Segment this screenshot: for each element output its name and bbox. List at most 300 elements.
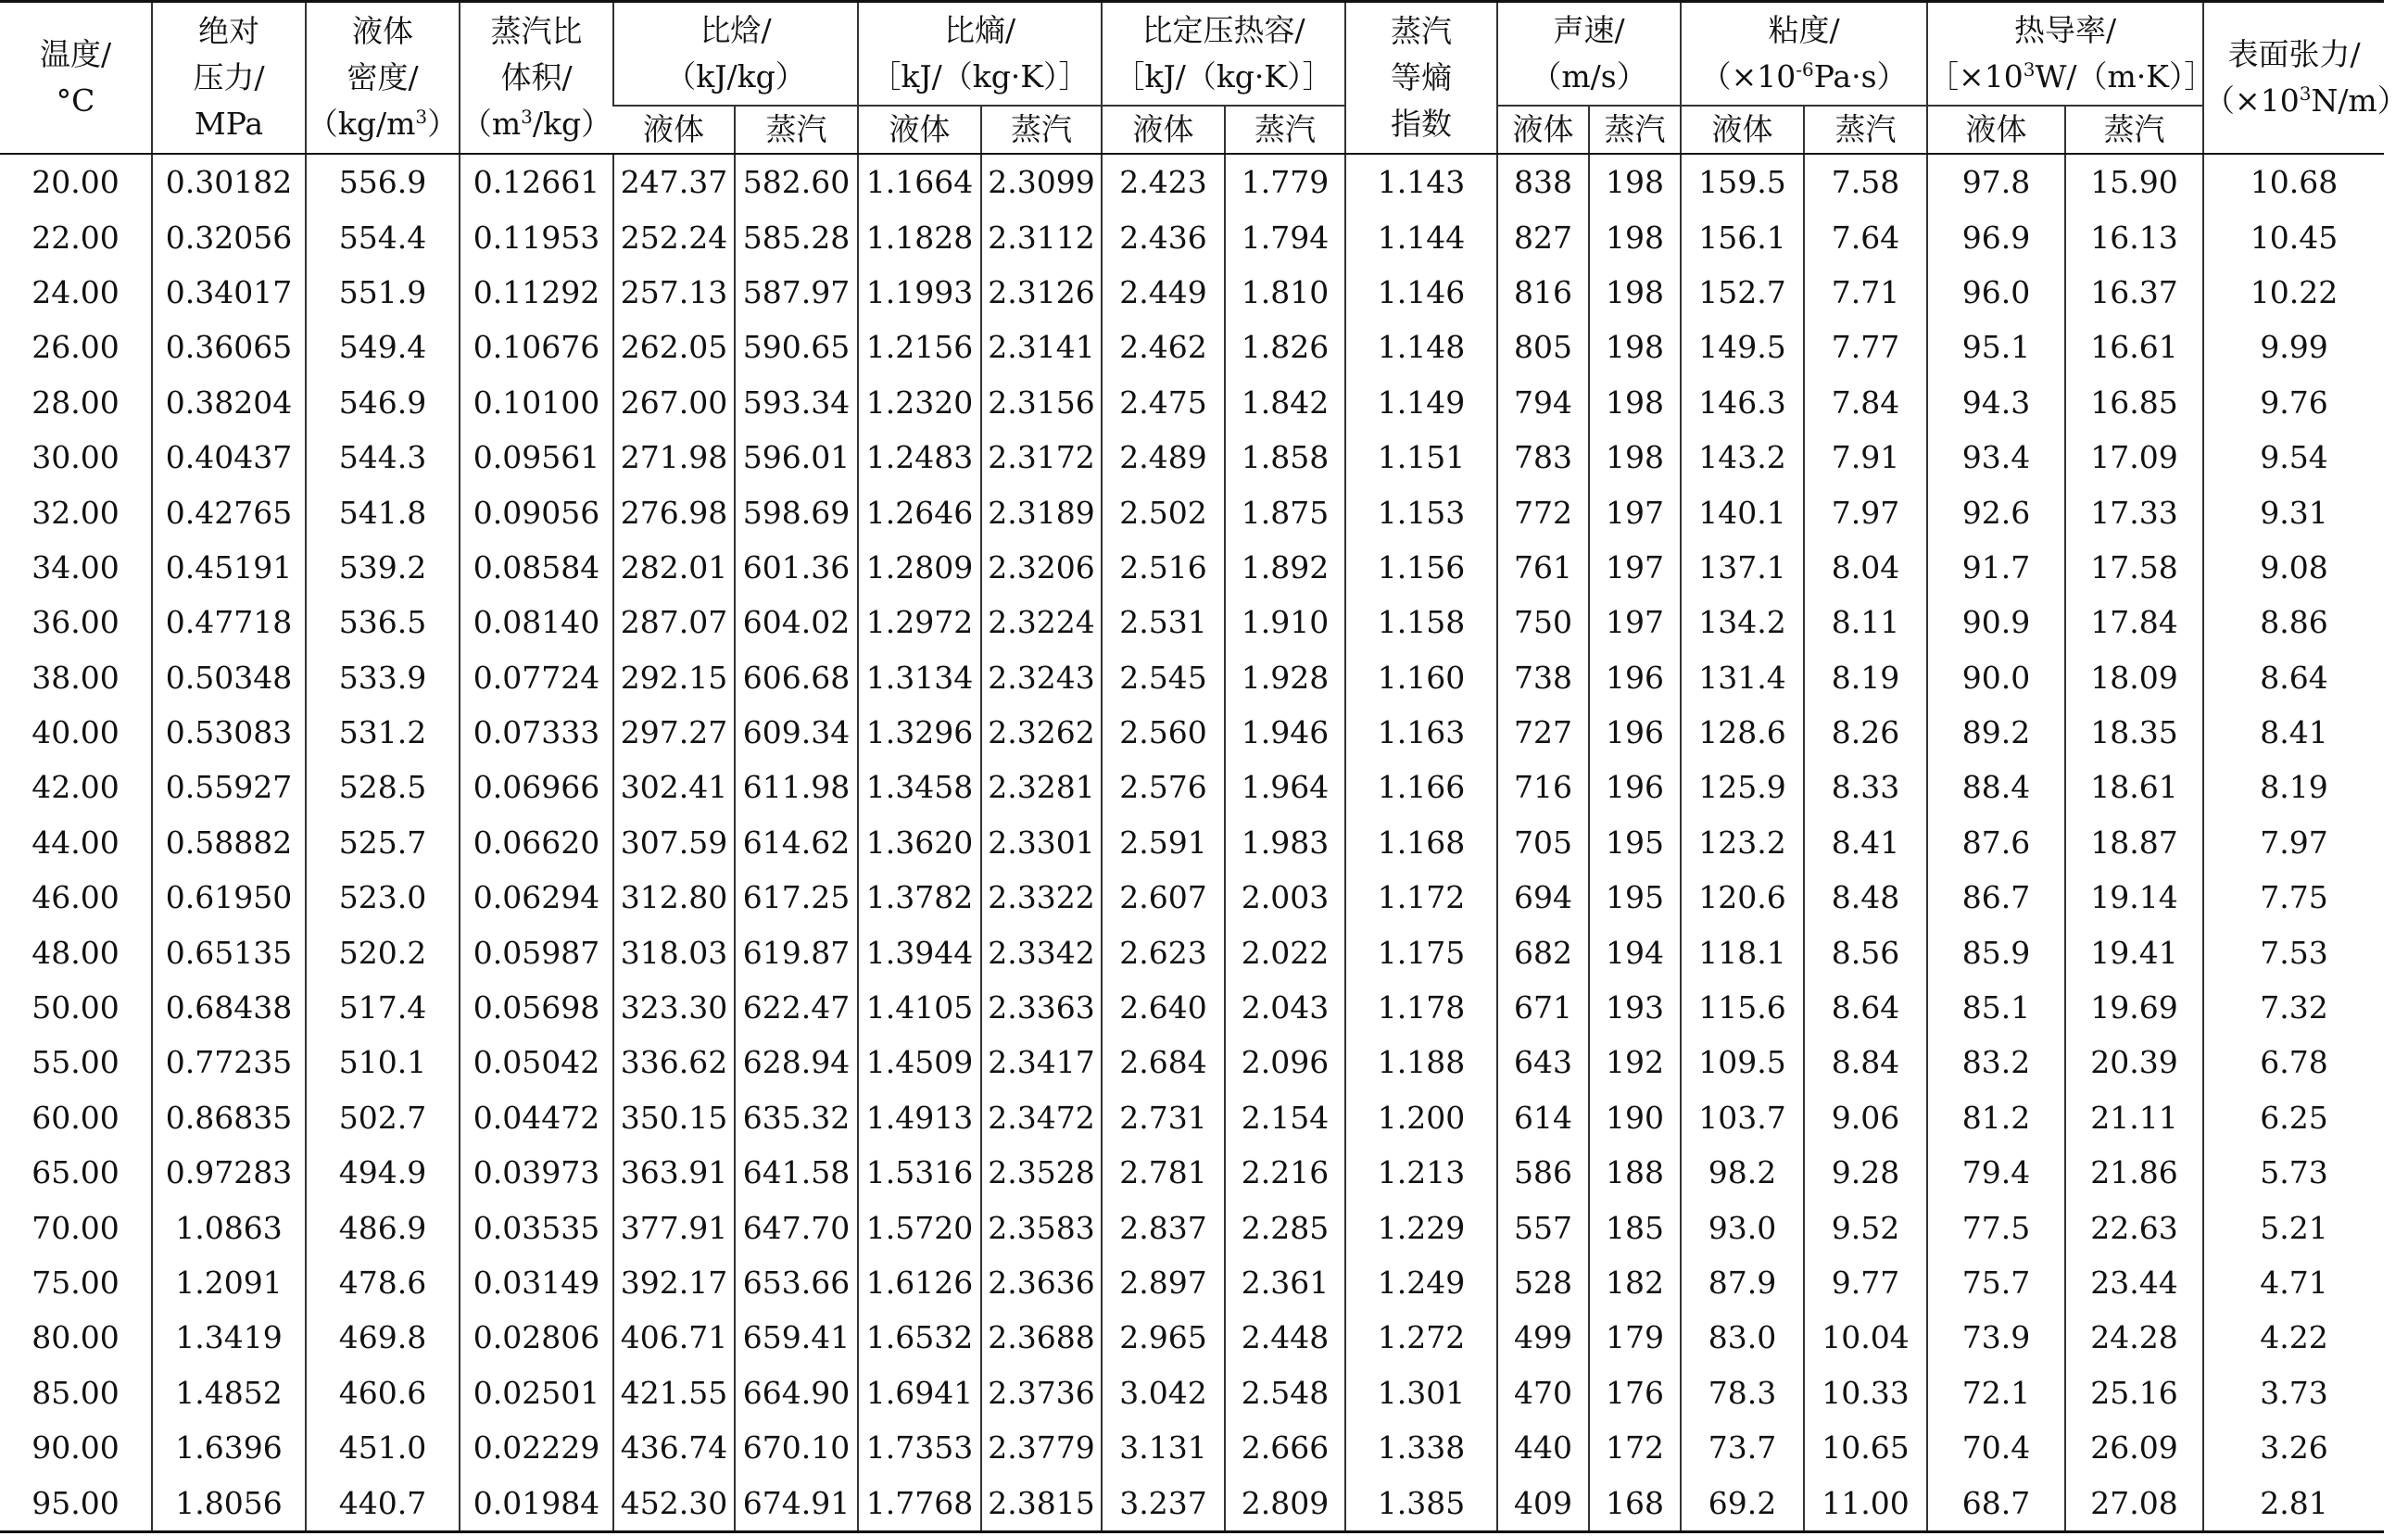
cell-entropy-vapor: 2.3636 — [981, 1255, 1102, 1310]
cell-enthalpy-vapor: 590.65 — [735, 320, 858, 374]
cell-surface-tension: 3.26 — [2203, 1420, 2384, 1475]
subheader-vapor: 蒸汽 — [1225, 106, 1345, 154]
cell-surface-tension: 9.08 — [2203, 540, 2384, 595]
cell-enthalpy-vapor: 622.47 — [735, 980, 858, 1035]
cell-conductivity-vapor: 17.84 — [2065, 595, 2203, 649]
cell-enthalpy-liquid: 436.74 — [613, 1420, 735, 1475]
cell-isentropic-index: 1.158 — [1345, 595, 1497, 649]
cell-conductivity-vapor: 17.09 — [2065, 430, 2203, 485]
cell-temperature: 95.00 — [0, 1475, 152, 1531]
cell-viscosity-liquid: 103.7 — [1681, 1090, 1804, 1145]
cell-cp-vapor: 1.964 — [1225, 760, 1345, 814]
cell-sound-speed-vapor: 179 — [1589, 1310, 1681, 1365]
cell-temperature: 40.00 — [32, 714, 120, 751]
cell-viscosity-liquid: 146.3 — [1681, 375, 1804, 430]
cell-entropy-liquid: 1.3782 — [858, 870, 981, 925]
cell-surface-tension: 6.25 — [2203, 1090, 2384, 1145]
cell-sound-speed-vapor: 182 — [1589, 1255, 1681, 1310]
cell-temperature: 48.00 — [32, 934, 120, 971]
cell-enthalpy-liquid: 297.27 — [613, 705, 735, 760]
cell-entropy-vapor: 2.3301 — [981, 815, 1102, 870]
cell-viscosity-vapor: 10.04 — [1804, 1310, 1927, 1365]
cell-cp-liquid: 2.837 — [1102, 1200, 1225, 1254]
table-row — [0, 430, 2384, 485]
cell-viscosity-vapor: 9.77 — [1804, 1255, 1927, 1310]
cell-isentropic-index: 1.272 — [1345, 1310, 1497, 1365]
cell-sound-speed-liquid: 409 — [1497, 1475, 1589, 1531]
cell-surface-tension: 5.73 — [2203, 1145, 2384, 1200]
cell-surface-tension: 7.32 — [2203, 980, 2384, 1035]
cell-sound-speed-vapor: 196 — [1589, 650, 1681, 705]
cell-viscosity-liquid: 98.2 — [1681, 1145, 1804, 1200]
cell-cp-vapor: 2.361 — [1225, 1255, 1345, 1310]
cell-isentropic-index: 1.338 — [1345, 1420, 1497, 1475]
cell-viscosity-liquid: 137.1 — [1681, 540, 1804, 595]
cell-pressure: 0.61950 — [152, 870, 306, 925]
cell-cp-liquid: 3.237 — [1102, 1475, 1225, 1531]
cell-conductivity-vapor: 16.13 — [2065, 209, 2203, 264]
cell-pressure: 0.45191 — [152, 540, 306, 595]
cell-enthalpy-vapor: 670.10 — [735, 1420, 858, 1475]
cell-conductivity-vapor: 17.58 — [2065, 540, 2203, 595]
cell-enthalpy-vapor: 606.68 — [735, 650, 858, 705]
cell-enthalpy-vapor: 619.87 — [735, 925, 858, 979]
cell-sound-speed-liquid: 794 — [1497, 375, 1589, 430]
cell-temperature: 60.00 — [32, 1099, 120, 1136]
cell-viscosity-liquid: 143.2 — [1681, 430, 1804, 485]
cell-enthalpy-vapor: 609.34 — [735, 705, 858, 760]
cell-liquid-density: 546.9 — [306, 375, 460, 430]
cell-cp-liquid: 2.731 — [1102, 1090, 1225, 1145]
cell-sound-speed-vapor: 196 — [1589, 760, 1681, 814]
cell-isentropic-index: 1.149 — [1345, 375, 1497, 430]
cell-cp-liquid: 2.560 — [1102, 705, 1225, 760]
cell-viscosity-liquid: 152.7 — [1681, 265, 1804, 320]
cell-conductivity-liquid: 77.5 — [1927, 1200, 2065, 1254]
cell-entropy-vapor: 2.3815 — [981, 1475, 1102, 1531]
cell-conductivity-liquid: 96.9 — [1927, 209, 2065, 264]
cell-sound-speed-vapor: 192 — [1589, 1035, 1681, 1089]
cell-conductivity-liquid: 81.2 — [1927, 1090, 2065, 1145]
cell-viscosity-vapor: 8.48 — [1804, 870, 1927, 925]
cell-vapor-specific-volume: 0.03149 — [460, 1255, 613, 1310]
cell-vapor-specific-volume: 0.06966 — [460, 760, 613, 814]
cell-pressure: 1.0863 — [152, 1200, 306, 1254]
cell-surface-tension: 9.99 — [2203, 320, 2384, 374]
cell-sound-speed-vapor: 198 — [1589, 154, 1681, 209]
header-isentropic-index: 蒸汽 等熵 指数 — [1345, 2, 1497, 155]
cell-conductivity-liquid: 90.9 — [1927, 595, 2065, 649]
cell-sound-speed-liquid: 586 — [1497, 1145, 1589, 1200]
cell-surface-tension: 2.81 — [2203, 1475, 2384, 1531]
cell-sound-speed-liquid: 643 — [1497, 1035, 1589, 1089]
cell-entropy-vapor: 2.3189 — [981, 485, 1102, 539]
cell-entropy-vapor: 2.3281 — [981, 760, 1102, 814]
cell-vapor-specific-volume: 0.09056 — [460, 485, 613, 539]
cell-sound-speed-liquid: 772 — [1497, 485, 1589, 539]
cell-enthalpy-liquid: 350.15 — [613, 1090, 735, 1145]
cell-cp-liquid: 2.607 — [1102, 870, 1225, 925]
cell-cp-liquid: 2.531 — [1102, 595, 1225, 649]
cell-vapor-specific-volume: 0.05698 — [460, 980, 613, 1035]
cell-viscosity-liquid: 140.1 — [1681, 485, 1804, 539]
cell-viscosity-vapor: 9.28 — [1804, 1145, 1927, 1200]
cell-conductivity-liquid: 73.9 — [1927, 1310, 2065, 1365]
cell-conductivity-vapor: 21.11 — [2065, 1090, 2203, 1145]
cell-conductivity-liquid: 70.4 — [1927, 1420, 2065, 1475]
cell-viscosity-vapor: 7.64 — [1804, 209, 1927, 264]
cell-pressure: 1.4852 — [152, 1366, 306, 1420]
cell-enthalpy-liquid: 312.80 — [613, 870, 735, 925]
cell-sound-speed-liquid: 682 — [1497, 925, 1589, 979]
cell-surface-tension: 8.64 — [2203, 650, 2384, 705]
cell-temperature: 22.00 — [32, 219, 120, 256]
cell-surface-tension: 10.68 — [2203, 154, 2384, 209]
header-liquid-density: 液体 密度/ $(kg/m^3)$ — [306, 2, 460, 155]
cell-sound-speed-liquid: 761 — [1497, 540, 1589, 595]
table-row — [0, 485, 2384, 539]
cell-vapor-specific-volume: 0.06620 — [460, 815, 613, 870]
cell-entropy-vapor: 2.3243 — [981, 650, 1102, 705]
cell-vapor-specific-volume: 0.11953 — [460, 209, 613, 264]
cell-conductivity-vapor: 18.87 — [2065, 815, 2203, 870]
cell-vapor-specific-volume: 0.10100 — [460, 375, 613, 430]
cell-conductivity-vapor: 25.16 — [2065, 1366, 2203, 1420]
cell-surface-tension: 8.86 — [2203, 595, 2384, 649]
cell-liquid-density: 541.8 — [306, 485, 460, 539]
table-row — [0, 870, 2384, 925]
cell-sound-speed-liquid: 727 — [1497, 705, 1589, 760]
header-viscosity: 粘度/ $(\times 10^{-6}Pa\cdot s)$ — [1681, 2, 1927, 107]
cell-liquid-density: 554.4 — [306, 209, 460, 264]
cell-cp-liquid: 2.591 — [1102, 815, 1225, 870]
cell-viscosity-vapor: 8.19 — [1804, 650, 1927, 705]
cell-pressure: 1.2091 — [152, 1255, 306, 1310]
cell-liquid-density: 528.5 — [306, 760, 460, 814]
cell-viscosity-liquid: 73.7 — [1681, 1420, 1804, 1475]
cell-sound-speed-vapor: 193 — [1589, 980, 1681, 1035]
cell-viscosity-liquid: 78.3 — [1681, 1366, 1804, 1420]
table-row — [0, 815, 2384, 870]
cell-surface-tension: 10.22 — [2203, 265, 2384, 320]
header-surface-tension: 表面张力/ $(\times 10^3N/m)$ — [2203, 2, 2384, 155]
table-row — [0, 375, 2384, 430]
cell-sound-speed-vapor: 198 — [1589, 209, 1681, 264]
cell-sound-speed-vapor: 190 — [1589, 1090, 1681, 1145]
cell-isentropic-index: 1.172 — [1345, 870, 1497, 925]
cell-enthalpy-vapor: 659.41 — [735, 1310, 858, 1365]
cell-sound-speed-liquid: 614 — [1497, 1090, 1589, 1145]
cell-entropy-liquid: 1.2156 — [858, 320, 981, 374]
cell-sound-speed-vapor: 198 — [1589, 320, 1681, 374]
cell-cp-vapor: 1.910 — [1225, 595, 1345, 649]
cell-sound-speed-vapor: 194 — [1589, 925, 1681, 979]
cell-conductivity-vapor: 24.28 — [2065, 1310, 2203, 1365]
cell-enthalpy-liquid: 276.98 — [613, 485, 735, 539]
cell-enthalpy-vapor: 582.60 — [735, 154, 858, 209]
header-thermal-conductivity: 热导率/ $[\times 10^3W/(m\cdot K)]$ — [1927, 2, 2203, 107]
cell-entropy-vapor: 2.3262 — [981, 705, 1102, 760]
cell-isentropic-index: 1.188 — [1345, 1035, 1497, 1089]
cell-temperature: 26.00 — [32, 329, 120, 366]
cell-liquid-density: 502.7 — [306, 1090, 460, 1145]
subheader-vapor: 蒸汽 — [2065, 106, 2203, 154]
cell-conductivity-liquid: 91.7 — [1927, 540, 2065, 595]
cell-cp-vapor: 2.003 — [1225, 870, 1345, 925]
cell-cp-vapor: 1.875 — [1225, 485, 1345, 539]
cell-liquid-density: 517.4 — [306, 980, 460, 1035]
cell-enthalpy-liquid: 377.91 — [613, 1200, 735, 1254]
cell-viscosity-vapor: 9.52 — [1804, 1200, 1927, 1254]
cell-vapor-specific-volume: 0.03973 — [460, 1145, 613, 1200]
cell-viscosity-vapor: 7.84 — [1804, 375, 1927, 430]
cell-entropy-liquid: 1.4509 — [858, 1035, 981, 1089]
subheader-liquid: 液体 — [1102, 106, 1225, 154]
cell-vapor-specific-volume: 0.07724 — [460, 650, 613, 705]
cell-enthalpy-liquid: 421.55 — [613, 1366, 735, 1420]
cell-sound-speed-liquid: 671 — [1497, 980, 1589, 1035]
cell-enthalpy-liquid: 247.37 — [613, 154, 735, 209]
cell-cp-liquid: 2.897 — [1102, 1255, 1225, 1310]
cell-conductivity-vapor: 20.39 — [2065, 1035, 2203, 1089]
cell-isentropic-index: 1.213 — [1345, 1145, 1497, 1200]
cell-isentropic-index: 1.178 — [1345, 980, 1497, 1035]
cell-cp-liquid: 2.423 — [1102, 154, 1225, 209]
cell-pressure: 0.32056 — [152, 209, 306, 264]
cell-pressure: 1.6396 — [152, 1420, 306, 1475]
cell-sound-speed-vapor: 198 — [1589, 375, 1681, 430]
cell-cp-liquid: 3.042 — [1102, 1366, 1225, 1420]
cell-entropy-vapor: 2.3472 — [981, 1090, 1102, 1145]
cell-pressure: 0.68438 — [152, 980, 306, 1035]
cell-temperature: 75.00 — [32, 1265, 120, 1301]
table-body — [0, 154, 2384, 1531]
cell-entropy-vapor: 2.3126 — [981, 265, 1102, 320]
cell-cp-vapor: 1.779 — [1225, 154, 1345, 209]
table-row — [0, 925, 2384, 979]
cell-viscosity-vapor: 8.84 — [1804, 1035, 1927, 1089]
cell-sound-speed-liquid: 499 — [1497, 1310, 1589, 1365]
cell-enthalpy-vapor: 641.58 — [735, 1145, 858, 1200]
cell-cp-vapor: 2.154 — [1225, 1090, 1345, 1145]
cell-conductivity-vapor: 21.86 — [2065, 1145, 2203, 1200]
cell-sound-speed-liquid: 838 — [1497, 154, 1589, 209]
cell-sound-speed-vapor: 172 — [1589, 1420, 1681, 1475]
cell-conductivity-vapor: 22.63 — [2065, 1200, 2203, 1254]
cell-sound-speed-vapor: 168 — [1589, 1475, 1681, 1531]
cell-sound-speed-liquid: 470 — [1497, 1366, 1589, 1420]
cell-cp-liquid: 2.545 — [1102, 650, 1225, 705]
cell-viscosity-vapor: 7.77 — [1804, 320, 1927, 374]
cell-viscosity-vapor: 8.26 — [1804, 705, 1927, 760]
cell-sound-speed-liquid: 805 — [1497, 320, 1589, 374]
cell-liquid-density: 494.9 — [306, 1145, 460, 1200]
cell-surface-tension: 7.97 — [2203, 815, 2384, 870]
cell-enthalpy-vapor: 614.62 — [735, 815, 858, 870]
table-row — [0, 760, 2384, 814]
cell-viscosity-vapor: 8.04 — [1804, 540, 1927, 595]
cell-enthalpy-vapor: 585.28 — [735, 209, 858, 264]
cell-cp-liquid: 2.475 — [1102, 375, 1225, 430]
cell-entropy-liquid: 1.3458 — [858, 760, 981, 814]
cell-entropy-vapor: 2.3141 — [981, 320, 1102, 374]
cell-cp-liquid: 2.436 — [1102, 209, 1225, 264]
cell-liquid-density: 486.9 — [306, 1200, 460, 1254]
cell-entropy-vapor: 2.3342 — [981, 925, 1102, 979]
cell-isentropic-index: 1.385 — [1345, 1475, 1497, 1531]
cell-entropy-liquid: 1.7768 — [858, 1475, 981, 1531]
cell-viscosity-vapor: 10.65 — [1804, 1420, 1927, 1475]
cell-isentropic-index: 1.156 — [1345, 540, 1497, 595]
cell-surface-tension: 3.73 — [2203, 1366, 2384, 1420]
cell-cp-liquid: 2.781 — [1102, 1145, 1225, 1200]
cell-viscosity-liquid: 123.2 — [1681, 815, 1804, 870]
table-row — [0, 650, 2384, 705]
cell-entropy-liquid: 1.4913 — [858, 1090, 981, 1145]
cell-temperature: 28.00 — [32, 384, 120, 421]
cell-entropy-vapor: 2.3779 — [981, 1420, 1102, 1475]
cell-vapor-specific-volume: 0.12661 — [460, 154, 613, 209]
cell-cp-vapor: 1.826 — [1225, 320, 1345, 374]
cell-temperature: 32.00 — [32, 494, 120, 531]
subheader-liquid: 液体 — [1927, 106, 2065, 154]
cell-cp-vapor: 1.794 — [1225, 209, 1345, 264]
cell-liquid-density: 525.7 — [306, 815, 460, 870]
cell-pressure: 0.36065 — [152, 320, 306, 374]
cell-conductivity-vapor: 18.09 — [2065, 650, 2203, 705]
cell-enthalpy-vapor: 593.34 — [735, 375, 858, 430]
cell-entropy-liquid: 1.6532 — [858, 1310, 981, 1365]
cell-enthalpy-liquid: 257.13 — [613, 265, 735, 320]
cell-isentropic-index: 1.200 — [1345, 1090, 1497, 1145]
cell-cp-liquid: 3.131 — [1102, 1420, 1225, 1475]
cell-viscosity-vapor: 8.41 — [1804, 815, 1927, 870]
cell-entropy-vapor: 2.3417 — [981, 1035, 1102, 1089]
cell-viscosity-vapor: 8.11 — [1804, 595, 1927, 649]
cell-viscosity-vapor: 8.33 — [1804, 760, 1927, 814]
cell-sound-speed-liquid: 694 — [1497, 870, 1589, 925]
cell-sound-speed-vapor: 197 — [1589, 540, 1681, 595]
cell-vapor-specific-volume: 0.05042 — [460, 1035, 613, 1089]
cell-entropy-vapor: 2.3206 — [981, 540, 1102, 595]
table-row — [0, 1200, 2384, 1254]
cell-sound-speed-liquid: 705 — [1497, 815, 1589, 870]
cell-liquid-density: 460.6 — [306, 1366, 460, 1420]
cell-sound-speed-liquid: 440 — [1497, 1420, 1589, 1475]
cell-viscosity-liquid: 134.2 — [1681, 595, 1804, 649]
cell-enthalpy-liquid: 287.07 — [613, 595, 735, 649]
subheader-vapor: 蒸汽 — [1589, 106, 1681, 154]
cell-conductivity-liquid: 85.1 — [1927, 980, 2065, 1035]
cell-entropy-liquid: 1.2320 — [858, 375, 981, 430]
table-row — [0, 1366, 2384, 1420]
cell-entropy-vapor: 2.3172 — [981, 430, 1102, 485]
cell-vapor-specific-volume: 0.06294 — [460, 870, 613, 925]
cell-cp-vapor: 2.096 — [1225, 1035, 1345, 1089]
cell-conductivity-liquid: 96.0 — [1927, 265, 2065, 320]
cell-conductivity-liquid: 92.6 — [1927, 485, 2065, 539]
cell-enthalpy-liquid: 318.03 — [613, 925, 735, 979]
cell-viscosity-vapor: 7.91 — [1804, 430, 1927, 485]
cell-temperature: 50.00 — [32, 989, 120, 1026]
cell-conductivity-vapor: 16.85 — [2065, 375, 2203, 430]
subheader-liquid: 液体 — [858, 106, 981, 154]
cell-pressure: 0.38204 — [152, 375, 306, 430]
cell-vapor-specific-volume: 0.08140 — [460, 595, 613, 649]
cell-conductivity-liquid: 89.2 — [1927, 705, 2065, 760]
cell-entropy-vapor: 2.3156 — [981, 375, 1102, 430]
cell-liquid-density: 533.9 — [306, 650, 460, 705]
cell-viscosity-liquid: 131.4 — [1681, 650, 1804, 705]
cell-surface-tension: 10.45 — [2203, 209, 2384, 264]
subheader-vapor: 蒸汽 — [981, 106, 1102, 154]
cell-isentropic-index: 1.301 — [1345, 1366, 1497, 1420]
cell-enthalpy-vapor: 628.94 — [735, 1035, 858, 1089]
cell-entropy-vapor: 2.3322 — [981, 870, 1102, 925]
cell-entropy-liquid: 1.7353 — [858, 1420, 981, 1475]
cell-isentropic-index: 1.229 — [1345, 1200, 1497, 1254]
cell-pressure: 0.30182 — [152, 154, 306, 209]
cell-isentropic-index: 1.175 — [1345, 925, 1497, 979]
cell-surface-tension: 8.19 — [2203, 760, 2384, 814]
cell-entropy-liquid: 1.5316 — [858, 1145, 981, 1200]
cell-conductivity-liquid: 87.6 — [1927, 815, 2065, 870]
subheader-liquid: 液体 — [1681, 106, 1804, 154]
cell-viscosity-vapor: 8.64 — [1804, 980, 1927, 1035]
cell-enthalpy-vapor: 653.66 — [735, 1255, 858, 1310]
cell-cp-vapor: 1.983 — [1225, 815, 1345, 870]
cell-vapor-specific-volume: 0.05987 — [460, 925, 613, 979]
cell-cp-liquid: 2.640 — [1102, 980, 1225, 1035]
cell-pressure: 0.97283 — [152, 1145, 306, 1200]
table-row — [0, 265, 2384, 320]
cell-viscosity-vapor: 11.00 — [1804, 1475, 1927, 1531]
cell-pressure: 1.8056 — [152, 1475, 306, 1531]
cell-entropy-liquid: 1.3296 — [858, 705, 981, 760]
cell-conductivity-vapor: 27.08 — [2065, 1475, 2203, 1531]
cell-cp-vapor: 2.666 — [1225, 1420, 1345, 1475]
table-row — [0, 705, 2384, 760]
cell-enthalpy-liquid: 363.91 — [613, 1145, 735, 1200]
cell-entropy-liquid: 1.2972 — [858, 595, 981, 649]
cell-surface-tension: 4.71 — [2203, 1255, 2384, 1310]
cell-isentropic-index: 1.151 — [1345, 430, 1497, 485]
cell-entropy-liquid: 1.3944 — [858, 925, 981, 979]
cell-cp-vapor: 1.928 — [1225, 650, 1345, 705]
cell-conductivity-liquid: 68.7 — [1927, 1475, 2065, 1531]
cell-enthalpy-vapor: 617.25 — [735, 870, 858, 925]
cell-sound-speed-liquid: 528 — [1497, 1255, 1589, 1310]
cell-enthalpy-liquid: 302.41 — [613, 760, 735, 814]
cell-liquid-density: 551.9 — [306, 265, 460, 320]
cell-temperature: 80.00 — [32, 1319, 120, 1356]
cell-vapor-specific-volume: 0.01984 — [460, 1475, 613, 1531]
cell-sound-speed-liquid: 716 — [1497, 760, 1589, 814]
cell-liquid-density: 549.4 — [306, 320, 460, 374]
cell-conductivity-vapor: 18.35 — [2065, 705, 2203, 760]
cell-enthalpy-liquid: 292.15 — [613, 650, 735, 705]
table-row — [0, 1145, 2384, 1200]
cell-cp-vapor: 2.448 — [1225, 1310, 1345, 1365]
cell-sound-speed-liquid: 738 — [1497, 650, 1589, 705]
cell-pressure: 1.3419 — [152, 1310, 306, 1365]
cell-conductivity-vapor: 19.14 — [2065, 870, 2203, 925]
cell-pressure: 0.42765 — [152, 485, 306, 539]
cell-viscosity-vapor: 9.06 — [1804, 1090, 1927, 1145]
cell-cp-liquid: 2.462 — [1102, 320, 1225, 374]
cell-vapor-specific-volume: 0.08584 — [460, 540, 613, 595]
cell-cp-vapor: 1.858 — [1225, 430, 1345, 485]
